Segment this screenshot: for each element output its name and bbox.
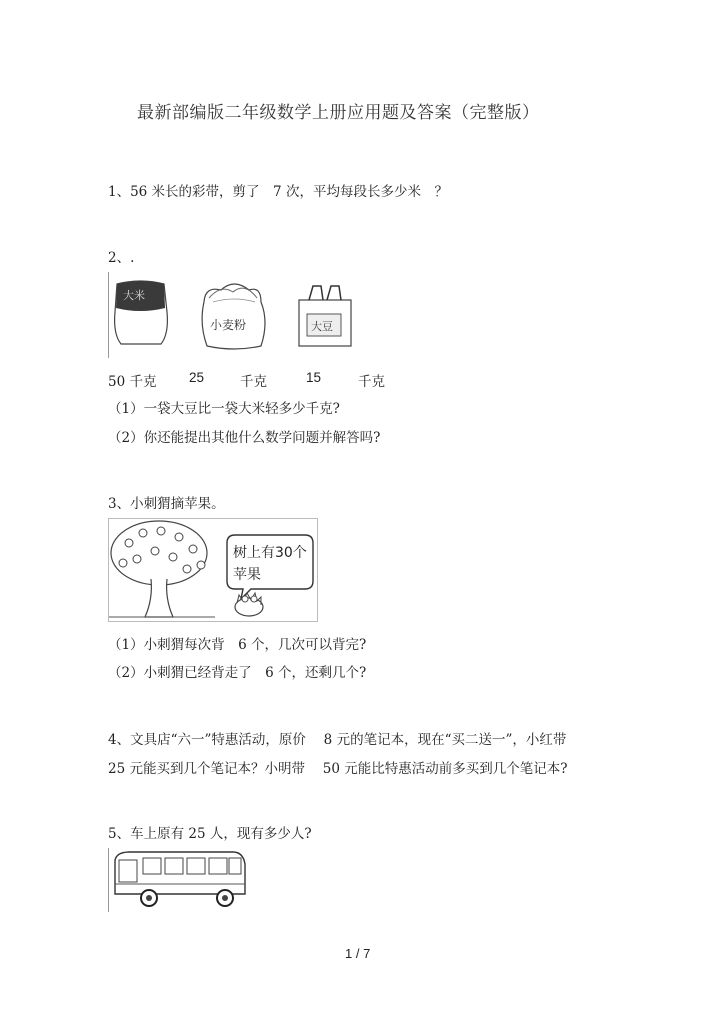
flour-label: 小麦粉	[210, 318, 247, 332]
question-2-heading: 2、.	[108, 250, 135, 266]
hedgehog-icon	[235, 593, 263, 616]
flour-sack-icon	[202, 284, 265, 349]
soybean-label: 大豆	[311, 320, 333, 333]
weight-soybean-unit: 千克	[358, 374, 385, 390]
soybean-bag-icon	[299, 286, 351, 346]
question-3-apple-tree-image	[108, 518, 318, 622]
weight-rice: 50 千克	[108, 374, 157, 390]
question-5-bus-image	[108, 848, 249, 912]
weight-flour-value: 25	[189, 370, 205, 385]
question-2-sub2: （2）你还能提出其他什么数学问题并解答吗?	[108, 430, 381, 446]
question-3-sub1: （1）小刺猬每次背 6 个，几次可以背完?	[108, 637, 367, 653]
question-4-line1: 4、文具店“六一”特惠活动，原价 8 元的笔记本，现在“买二送一”，小红带	[108, 732, 567, 748]
question-2-bags-image	[108, 272, 369, 358]
rice-label: 大米	[123, 289, 145, 302]
bus-icon	[115, 852, 245, 906]
page-number: 1 / 7	[345, 946, 371, 961]
question-2-sub1: （1）一袋大豆比一袋大米轻多少千克?	[108, 401, 340, 417]
question-3-heading: 3、小刺猬摘苹果。	[108, 496, 225, 512]
weight-flour-unit: 千克	[240, 374, 267, 390]
question-3-sub2: （2）小刺猬已经背走了 6 个，还剩几个?	[108, 665, 367, 681]
question-5-heading: 5、车上原有 25 人，现有多少人?	[108, 826, 312, 842]
apple-tree-icon	[109, 521, 215, 617]
speech-bubble-icon	[227, 535, 313, 599]
bubble-line-2: 苹果	[233, 567, 261, 583]
rice-bag-icon	[115, 281, 168, 344]
question-1: 1、56 米长的彩带，剪了 7 次，平均每段长多少米 ？	[108, 184, 448, 200]
question-4-line2: 25 元能买到几个笔记本？小明带 50 元能比特惠活动前多买到几个笔记本?	[108, 761, 568, 777]
bubble-line-1: 树上有30个	[233, 545, 307, 561]
page-title: 最新部编版二年级数学上册应用题及答案（完整版）	[137, 103, 540, 123]
weight-soybean-value: 15	[306, 370, 322, 385]
